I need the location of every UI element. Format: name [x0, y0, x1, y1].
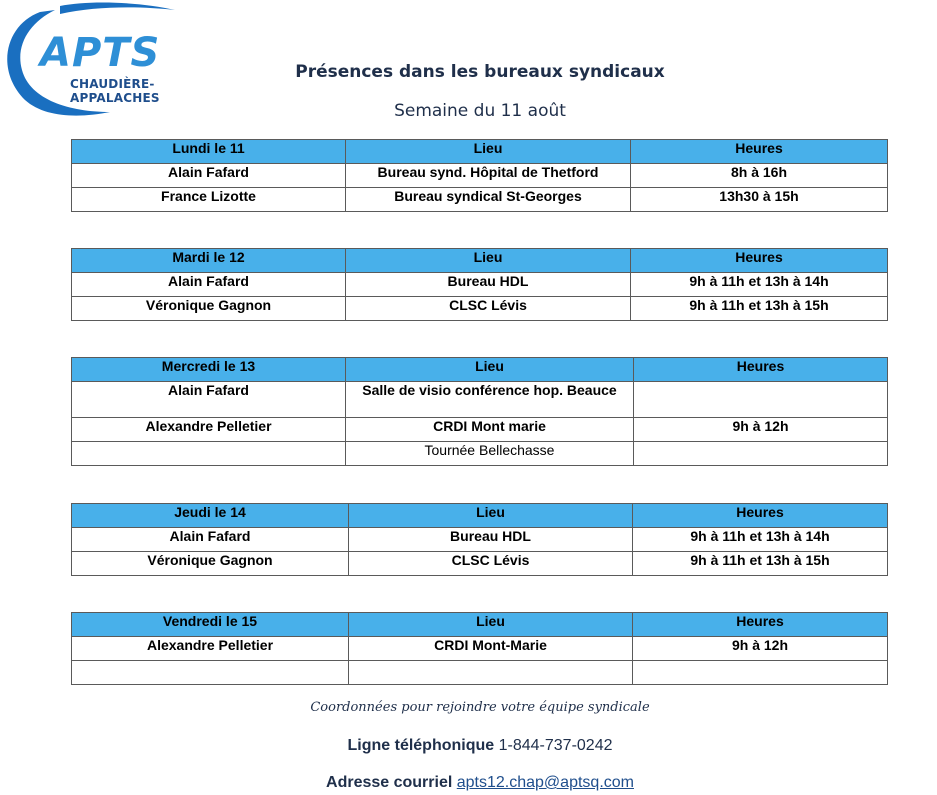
- lieu-cell: CRDI Mont-Marie: [349, 637, 633, 661]
- page-subtitle: Semaine du 11 août: [394, 101, 566, 121]
- lieu-cell: CRDI Mont marie: [346, 418, 634, 442]
- heures-cell: 13h30 à 15h: [631, 188, 888, 212]
- lieu-cell: [349, 661, 633, 685]
- lieu-cell: CLSC Lévis: [346, 297, 631, 321]
- table-row: [72, 528, 888, 552]
- schedule-table-wednesday: [71, 357, 888, 466]
- person-name: Alain Fafard: [72, 382, 346, 418]
- person-name: Alain Fafard: [72, 528, 349, 552]
- table-row: [72, 164, 888, 188]
- phone-number[interactable]: 1-844-737-0242: [498, 737, 613, 754]
- lieu-header: Lieu: [346, 140, 631, 164]
- person-name: Alexandre Pelletier: [72, 637, 349, 661]
- table-row: [72, 297, 888, 321]
- lieu-cell: Salle de visio conférence hop. Beauce: [346, 382, 634, 418]
- person-name: [72, 661, 349, 685]
- table-row: [72, 418, 888, 442]
- heures-cell: 9h à 11h et 13h à 15h: [633, 552, 888, 576]
- table-header-row: [72, 358, 888, 382]
- heures-cell: 9h à 11h et 13h à 15h: [631, 297, 888, 321]
- lieu-cell: Bureau HDL: [346, 273, 631, 297]
- day-header: Lundi le 11: [72, 140, 346, 164]
- logo-region: CHAUDIÈRE-APPALACHES: [70, 77, 160, 105]
- heures-cell: 9h à 12h: [634, 418, 888, 442]
- lieu-cell: Bureau HDL: [349, 528, 633, 552]
- heures-cell: [634, 382, 888, 418]
- lieu-cell: Bureau synd. Hôpital de Thetford: [346, 164, 631, 188]
- schedule-table-thursday: [71, 503, 888, 576]
- schedule-table-tuesday: [71, 248, 888, 321]
- schedule-table-monday: [71, 139, 888, 212]
- heures-header: Heures: [633, 504, 888, 528]
- table-row: [72, 661, 888, 685]
- lieu-header: Lieu: [349, 613, 633, 637]
- phone-label: Ligne téléphonique: [347, 737, 495, 754]
- table-row: [72, 637, 888, 661]
- person-name: Véronique Gagnon: [72, 552, 349, 576]
- day-header: Mercredi le 13: [72, 358, 346, 382]
- table-header-row: [72, 140, 888, 164]
- schedule-table-friday: [71, 612, 888, 685]
- heures-header: Heures: [633, 613, 888, 637]
- contact-note: Coordonnées pour rejoindre votre équipe syndicale: [310, 700, 650, 715]
- lieu-header: Lieu: [346, 358, 634, 382]
- lieu-header: Lieu: [346, 249, 631, 273]
- lieu-cell: Bureau syndical St-Georges: [346, 188, 631, 212]
- lieu-cell: CLSC Lévis: [349, 552, 633, 576]
- table-header-row: [72, 504, 888, 528]
- email-line: [0, 774, 937, 792]
- day-header: Vendredi le 15: [72, 613, 349, 637]
- heures-header: Heures: [634, 358, 888, 382]
- heures-cell: 9h à 11h et 13h à 14h: [633, 528, 888, 552]
- person-name: Alexandre Pelletier: [72, 418, 346, 442]
- email-link[interactable]: apts12.chap@aptsq.com: [456, 774, 634, 791]
- person-name: Alain Fafard: [72, 164, 346, 188]
- day-header: Jeudi le 14: [72, 504, 349, 528]
- heures-cell: 9h à 11h et 13h à 14h: [631, 273, 888, 297]
- page-title: Présences dans les bureaux syndicaux: [295, 62, 665, 82]
- heures-cell: 9h à 12h: [633, 637, 888, 661]
- lieu-cell: Tournée Bellechasse: [346, 442, 634, 466]
- table-row: [72, 188, 888, 212]
- table-row: [72, 552, 888, 576]
- person-name: Alain Fafard: [72, 273, 346, 297]
- email-label: Adresse courriel: [326, 774, 453, 791]
- heures-header: Heures: [631, 140, 888, 164]
- day-header: Mardi le 12: [72, 249, 346, 273]
- heures-cell: [634, 442, 888, 466]
- person-name: Véronique Gagnon: [72, 297, 346, 321]
- table-row: [72, 442, 888, 466]
- table-row: [72, 382, 888, 418]
- person-name: [72, 442, 346, 466]
- lieu-header: Lieu: [349, 504, 633, 528]
- heures-header: Heures: [631, 249, 888, 273]
- person-name: France Lizotte: [72, 188, 346, 212]
- heures-cell: 8h à 16h: [631, 164, 888, 188]
- table-row: [72, 273, 888, 297]
- table-header-row: [72, 613, 888, 637]
- phone-line: [0, 737, 937, 755]
- logo-name: APTS: [40, 30, 161, 76]
- table-header-row: [72, 249, 888, 273]
- heures-cell: [633, 661, 888, 685]
